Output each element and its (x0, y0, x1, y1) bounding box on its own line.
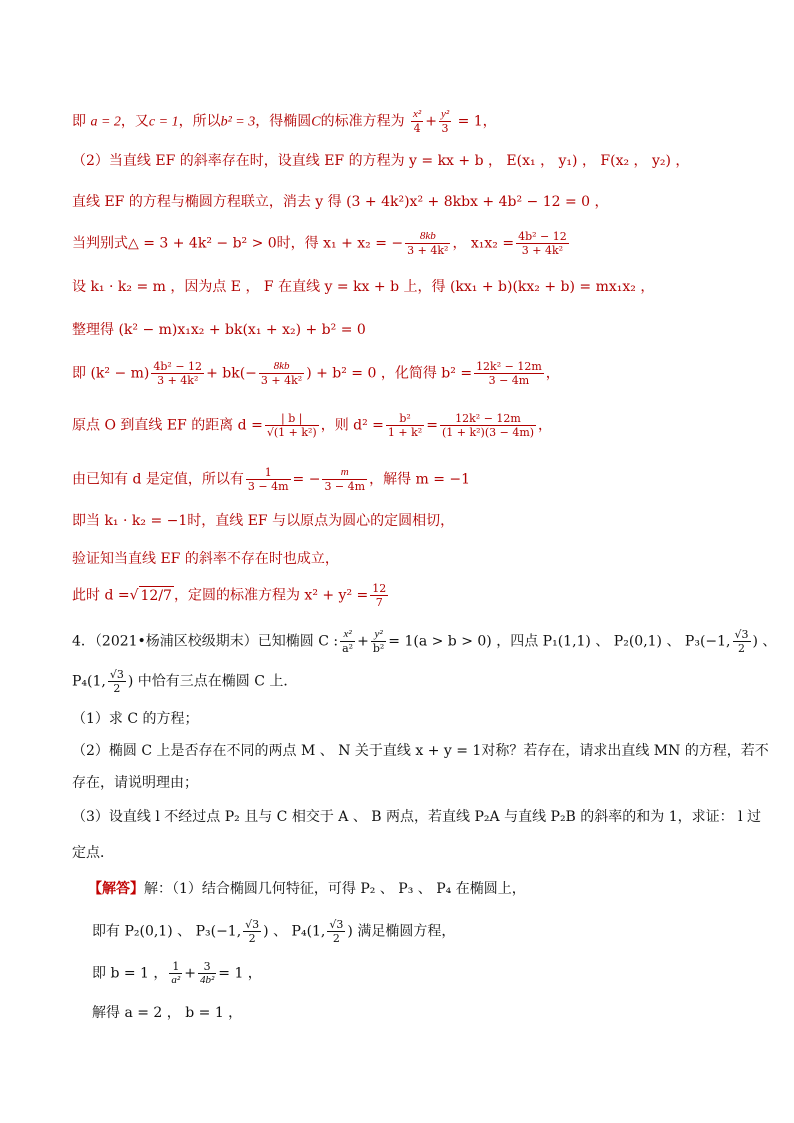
fraction: $\frac{12}{7}$ (372, 582, 387, 609)
question-4-points: P₄(1, $\frac{√3}{2}$ ) 中恰有三点在椭圆 C 上． (72, 668, 298, 695)
solution-line-8: 原点 O 到直线 EF 的距离 d = $\frac{| b |}{\text{√(1 + k²)}}$ ，则 d² = $\frac{\text{b²}}{\text{1 + k²}}$ = $\frac{\text{12k² − 12m}}{\text{(1 + k²)(3 − 4m)}}$ ， (72, 412, 553, 439)
fraction: $\frac{\text{x²}}{\text{a²}}$ (342, 628, 354, 655)
solution-line-2: （2）当直线 EF 的斜率存在时，设直线 EF 的方程为 y = kx + b ， E(x₁ ， y₁) ， F(x₂ ， y₂) ， (72, 153, 690, 169)
answer-line-3: 即 b = 1 ， $\frac{1}{\text{a²}}$ + $\frac{3}{\text{4b²}}$ = 1 ， (92, 960, 262, 986)
solution-line-10: 即当 k₁ · k₂ = −1时，直线 EF 与以原点为圆心的定圆相切， (72, 513, 455, 529)
fraction: $\frac{\text{b²}}{\text{1 + k²}}$ (387, 412, 423, 439)
fraction: $\frac{8kb}{\text{3 + 4k²}}$ (407, 230, 449, 257)
fraction: $\frac{3}{\text{4b²}}$ (199, 960, 215, 986)
solution-line-1: 即 a = 2，又c = 1，所以b² = 3，得椭圆C的标准方程为 $\frac{\text{x²}}{4}$ + $\frac{\text{y²}}{3}$ = 1， (72, 108, 497, 135)
question-4-part-3: （3）设直线 l 不经过点 P₂ 且与 C 相交于 A 、 B 两点，若直线 P₂A 与直线 P₂B 的斜率的和为 1，求证： l 过 (72, 809, 762, 825)
question-4-part-2: （2）椭圆 C 上是否存在不同的两点 M 、 N 关于直线 x + y = 1对称？若存在，请求出直线 MN 的方程，若不 (72, 743, 769, 759)
answer-line-4: 解得 a = 2 ， b = 1 ， (92, 1005, 243, 1021)
fraction: $\frac{√3}{2}$ (109, 668, 124, 695)
fraction: $\frac{| b |}{\text{√(1 + k²)}}$ (266, 412, 317, 439)
solution-line-6: 整理得 (k² − m)x₁x₂ + bk(x₁ + x₂) + b² = 0 (72, 322, 366, 338)
solution-line-4: 当判别式△ = 3 + 4k² − b² > 0时，得 x₁ + x₂ = − $\frac{8kb}{\text{3 + 4k²}}$ ， x₁x₂ = $\frac{\text{4b² − 12}}{\text{3 + 4k²}}$ (72, 230, 567, 257)
fraction: $\frac{√3}{2}$ (734, 628, 749, 655)
fraction: $\frac{\text{y²}}{3}$ (440, 108, 450, 135)
solution-line-12: 此时 d =√ 12/7 ，定圆的标准方程为 x² + y² = $\frac{12}{7}$ (72, 582, 387, 609)
solution-line-7: 即 (k² − m) $\frac{\text{4b² − 12}}{\text{3 + 4k²}}$ + bk(− $\frac{8kb}{\text{3 + 4k²}}$ ) + b² = 0 ，化简得 b² = $\frac{\text{12k² − 12m}}{3 - 4m}$ ， (72, 360, 560, 387)
question-4-part-2-cont: 存在，请说明理由； (72, 775, 198, 791)
fraction: $\frac{\text{12k² − 12m}}{\text{(1 + k²)(3 − 4m)}}$ (441, 412, 535, 439)
fraction: $\frac{\text{y²}}{\text{b²}}$ (372, 628, 385, 655)
fraction: $\frac{m}{3 - 4m}$ (324, 466, 366, 493)
answer-label: 【解答】 (88, 881, 144, 897)
fraction: $\frac{√3}{2}$ (245, 918, 260, 945)
solution-line-3: 直线 EF 的方程与椭圆方程联立，消去 y 得 (3 + 4k²)x² + 8kbx + 4b² − 12 = 0 ， (72, 194, 609, 210)
fraction: $\frac{8kb}{\text{3 + 4k²}}$ (260, 360, 303, 387)
answer-line-2: 即有 P₂(0,1) 、 P₃(−1, $\frac{√3}{2}$ ) 、 P₄(1, $\frac{√3}{2}$ ) 满足椭圆方程， (92, 918, 456, 945)
solution-line-5: 设 k₁ · k₂ = m ，因为点 E ， F 在直线 y = kx + b 上，得 (kx₁ + b)(kx₂ + b) = mx₁x₂ ， (72, 279, 655, 295)
fraction: $\frac{\text{4b² − 12}}{\text{3 + 4k²}}$ (153, 360, 203, 387)
question-4-part-3-cont: 定点． (72, 845, 114, 861)
solution-line-11: 验证知当直线 EF 的斜率不存在时也成立， (72, 551, 339, 567)
fraction: $\frac{\text{x²}}{4}$ (413, 108, 422, 135)
fraction: $\frac{1}{3 - 4m}$ (247, 466, 289, 493)
fraction: $\frac{1}{\text{a²}}$ (171, 960, 181, 986)
fraction: $\frac{\text{12k² − 12m}}{3 - 4m}$ (476, 360, 542, 387)
answer-line-1: 【解答】解：（1）结合椭圆几何特征，可得 P₂ 、 P₃ 、 P₄ 在椭圆上， (88, 881, 526, 897)
solution-line-9: 由已知有 d 是定值，所以有 $\frac{1}{3 - 4m}$ = − $\frac{m}{3 - 4m}$ ，解得 m = −1 (72, 466, 471, 493)
question-4-stem: 4．（2021•杨浦区校级期末）已知椭圆 C : $\frac{\text{x²}}{\text{a²}}$ + $\frac{\text{y²}}{\text{b²}}$ = 1(a > b > 0) ，四点 P₁(1,1) 、 P₂(0,1) 、 P₃(−1, $\frac{√3}{2}$ ) 、 (72, 628, 777, 655)
fraction: $\frac{\text{4b² − 12}}{\text{3 + 4k²}}$ (518, 230, 567, 257)
question-4-part-1: （1）求 C 的方程； (72, 711, 199, 727)
fraction: $\frac{√3}{2}$ (329, 918, 344, 945)
